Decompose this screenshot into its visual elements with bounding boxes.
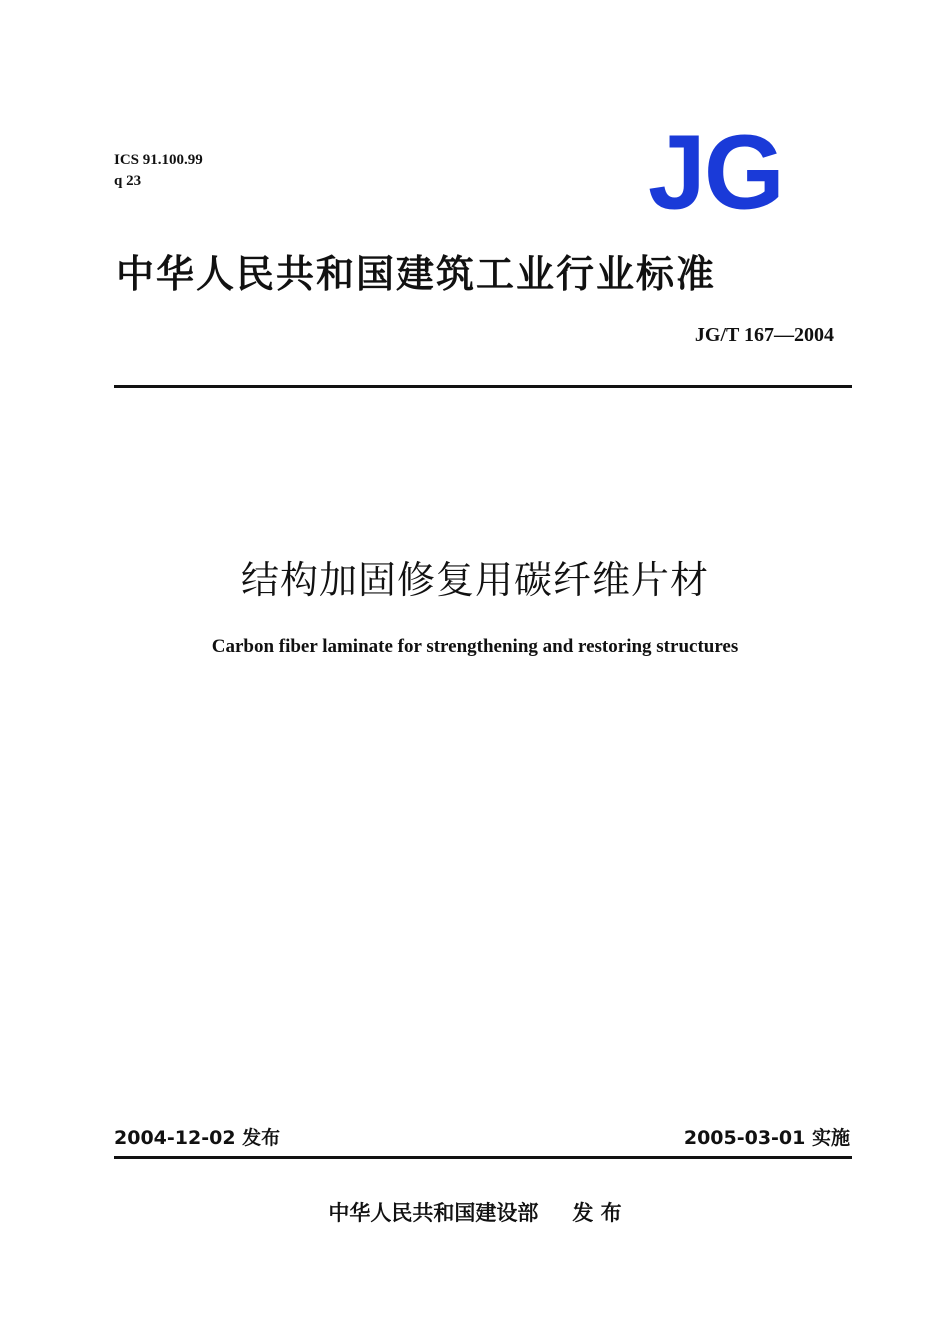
publisher-line — [0, 1198, 950, 1228]
implementation-date: 2005-03-01 实施 — [683, 1127, 850, 1149]
bottom-divider — [114, 1156, 852, 1159]
standard-number: JG/T 167—2004 — [694, 324, 834, 346]
publisher-name: 中华人民共和国建设部 — [328, 1201, 539, 1225]
industry-standard-title: 中华人民共和国建筑工业行业标准 — [116, 252, 717, 296]
publisher-action: 发 布 — [572, 1201, 622, 1225]
issue-date: 2004-12-02 发布 — [114, 1127, 281, 1149]
ics-code: ICS 91.100.99 — [114, 152, 203, 168]
jg-logo: JG — [648, 113, 783, 233]
top-divider — [114, 385, 852, 388]
document-title-chinese: 结构加固修复用碳纤维片材 — [240, 558, 709, 602]
document-title-english: Carbon fiber laminate for strengthening and restoring structures — [211, 636, 739, 657]
class-code: q 23 — [114, 173, 142, 189]
classification-codes — [114, 150, 203, 192]
